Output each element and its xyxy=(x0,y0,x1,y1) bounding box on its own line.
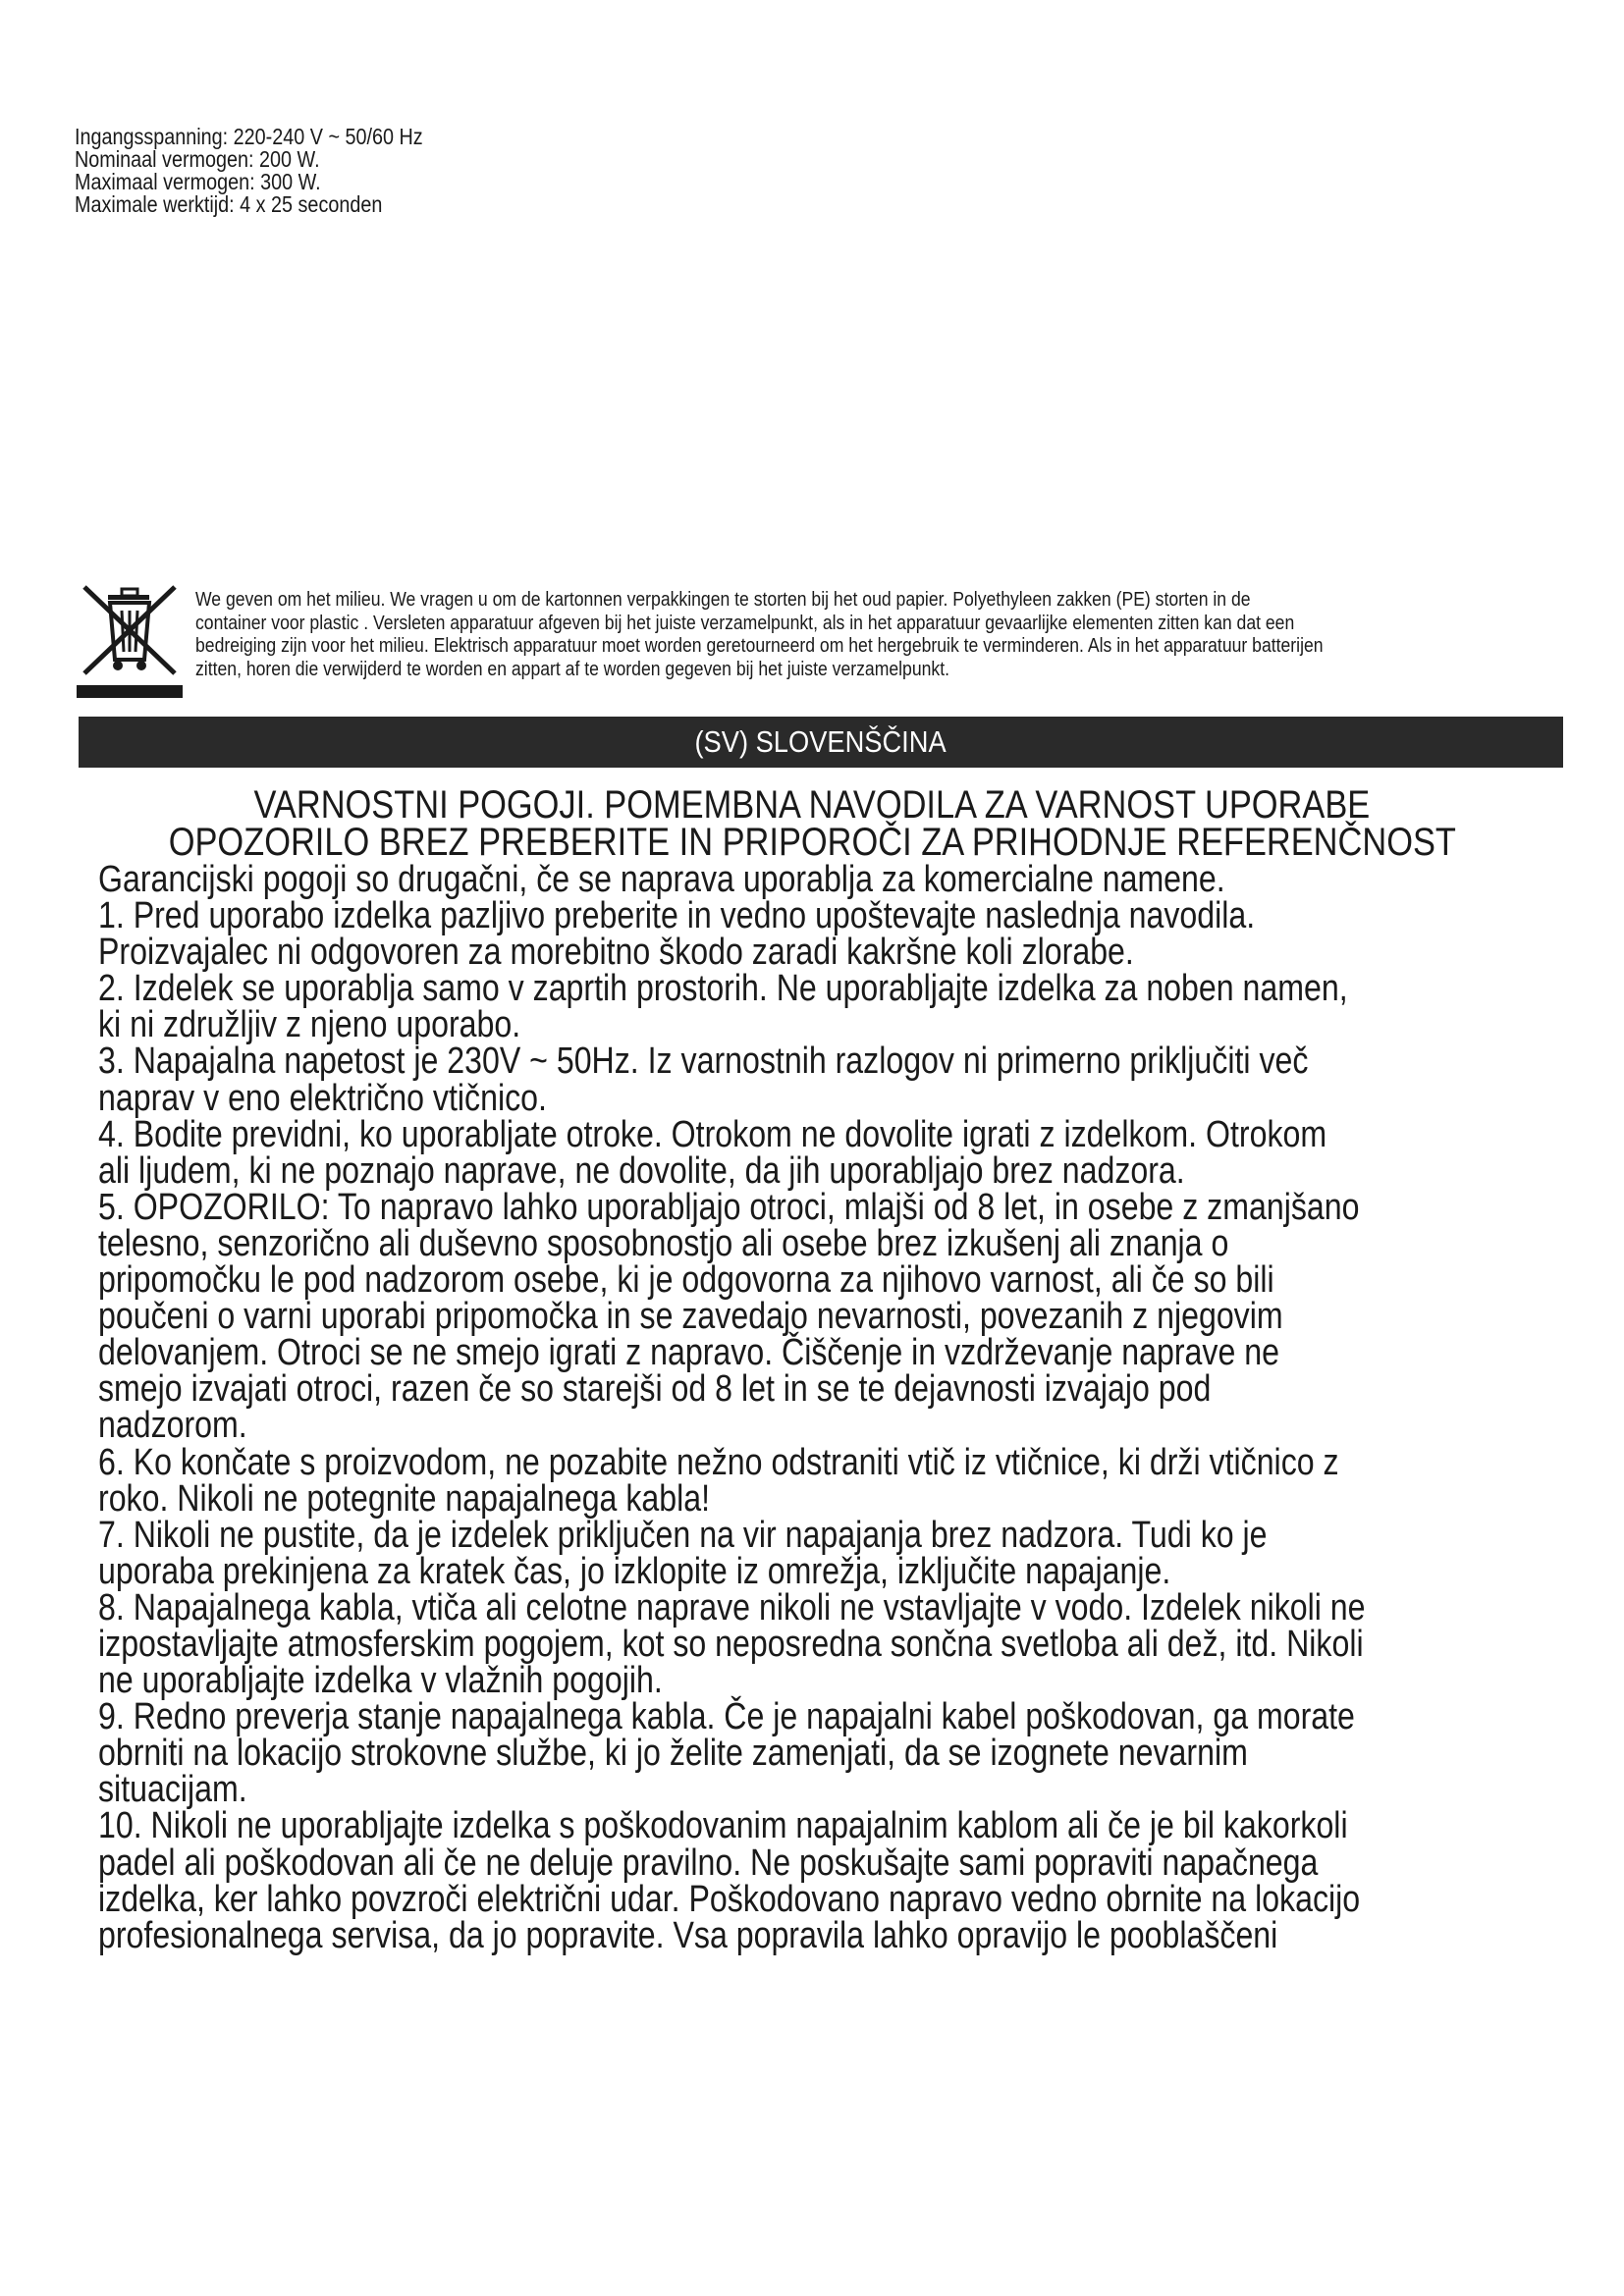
body-line: ali ljudem, ki ne poznajo naprave, ne dovolite, da jih uporabljajo brez nadzora. xyxy=(98,1149,1185,1192)
notice-line: zitten, horen die verwijderd te worden en appart af te worden gegeven bij het juiste verzamelpunkt. xyxy=(195,658,950,680)
spec-line: Ingangsspanning: 220-240 V ~ 50/60 Hz xyxy=(75,124,423,149)
spec-line: Nominaal vermogen: 200 W. xyxy=(75,146,320,172)
body-line: 2. Izdelek se uporablja samo v zaprtih prostorih. Ne uporabljajte izdelka za noben namen, xyxy=(98,968,1348,1010)
body-line: izdelka, ker lahko povzroči električni udar. Poškodovano napravo vedno obrnite na lokacijo xyxy=(98,1878,1361,1920)
body-line: situacijam. xyxy=(98,1769,247,1811)
body-line: 10. Nikoli ne uporabljajte izdelka s poškodovanim napajalnim kablom ali če je bil kakorkoli xyxy=(98,1805,1348,1847)
heading-text: VARNOSTNI POGOJI. POMEMBNA NAVODILA ZA VARNOST UPORABE xyxy=(253,783,1371,827)
notice-line: We geven om het milieu. We vragen u om de kartonnen verpakkingen te storten bij het oud papier. Polyethyleen zakken (PE) storten in de xyxy=(195,589,1251,611)
body-line: 7. Nikoli ne pustite, da je izdelek priključen na vir napajanja brez nadzora. Tudi ko je xyxy=(98,1514,1268,1556)
section-title: (SV) SLOVENŠČINA xyxy=(694,724,947,759)
notice-line: container voor plastic . Versleten apparatuur afgeven bij het juiste verzamelpunkt, als in het apparatuur gevaarlijke elementen zitten kan dat een xyxy=(195,612,1295,634)
spec-line: Maximale werktijd: 4 x 25 seconden xyxy=(75,191,383,217)
warning-heading xyxy=(0,823,1624,862)
body-line: roko. Nikoli ne potegnite napajalnega kabla! xyxy=(98,1477,711,1520)
heading-text: OPOZORILO BREZ PREBERITE IN PRIPOROČI ZA PRIHODNJE REFERENČNOST xyxy=(168,821,1456,864)
body-line: pripomočku le pod nadzorom osebe, ki je odgovorna za njihovo varnost, ali če so bili xyxy=(98,1259,1274,1302)
body-line: 6. Ko končate s proizvodom, ne pozabite nežno odstraniti vtič iz vtičnice, ki drži vtičnico z xyxy=(98,1441,1339,1483)
body-line: 9. Redno preverja stanje napajalnega kabla. Če je napajalni kabel poškodovan, ga morate xyxy=(98,1696,1355,1738)
body-line: naprav v eno električno vtičnico. xyxy=(98,1077,547,1119)
body-line: 4. Bodite previdni, ko uporabljate otroke. Otrokom ne dovolite igrati z izdelkom. Otrokom xyxy=(98,1113,1327,1155)
body-line: delovanjem. Otroci se ne smejo igrati z napravo. Čiščenje in vzdrževanje naprave ne xyxy=(98,1332,1279,1374)
weee-crossed-bin-icon xyxy=(77,583,183,699)
body-line: nadzorom. xyxy=(98,1405,247,1447)
technical-specifications xyxy=(75,126,423,216)
body-line: 8. Napajalnega kabla, vtiča ali celotne naprave nikoli ne vstavljajte v vodo. Izdelek nikoli ne xyxy=(98,1586,1366,1629)
body-line: Proizvajalec ni odgovoren za morebitno škodo zaradi kakršne koli zlorabe. xyxy=(98,932,1134,974)
body-line: 5. OPOZORILO: To napravo lahko uporabljajo otroci, mlajši od 8 let, in osebe z zmanjšano xyxy=(98,1186,1360,1228)
body-line: telesno, senzorično ali duševno sposobnostjo ali osebe brez izkušenj ali znanja o xyxy=(98,1222,1229,1264)
body-line: 3. Napajalna napetost je 230V ~ 50Hz. Iz varnostnih razlogov ni primerno priključiti več xyxy=(98,1041,1309,1083)
body-line: Garancijski pogoji so drugačni, če se naprava uporablja za komercialne namene. xyxy=(98,859,1225,900)
body-line: ne uporabljajte izdelka v vlažnih pogojih. xyxy=(98,1660,663,1702)
body-line: poučeni o varni uporabi pripomočka in se zavedajo nevarnosti, povezanih z njegovim xyxy=(98,1296,1283,1338)
language-section-header xyxy=(79,717,1563,768)
body-line: izpostavljajte atmosferskim pogojem, kot so neposredna sončna svetloba ali dež, itd. Nikoli xyxy=(98,1623,1364,1665)
body-line: padel ali poškodovan ali če ne deluje pravilno. Ne poskušajte sami popraviti napačnega xyxy=(98,1842,1319,1884)
body-line: ki ni združljiv z njeno uporabo. xyxy=(98,1004,521,1046)
safety-heading xyxy=(0,785,1624,825)
body-line: profesionalnega servisa, da jo popravite. Vsa popravila lahko opravijo le pooblaščeni xyxy=(98,1914,1278,1956)
body-line: smejo izvajati otroci, razen če so starejši od 8 let in se te dejavnosti izvajajo pod xyxy=(98,1368,1212,1411)
environment-notice xyxy=(77,583,1555,699)
safety-instructions xyxy=(98,859,1366,1956)
body-line: obrniti na lokacijo strokovne službe, ki jo želite zamenjati, da se izognete nevarnim xyxy=(98,1733,1248,1775)
spec-line: Maximaal vermogen: 300 W. xyxy=(75,169,321,194)
body-line: uporaba prekinjena za kratek čas, jo izklopite iz omrežja, izključite napajanje. xyxy=(98,1550,1171,1592)
body-line: 1. Pred uporabo izdelka pazljivo preberite in vedno upoštevajte naslednja navodila. xyxy=(98,895,1256,937)
environment-notice-text xyxy=(195,589,1509,681)
notice-line: bedreiging zijn voor het milieu. Elektrisch apparatuur moet worden geretourneerd om het hergebruik te verminderen. Als in het apparatuur batterijen xyxy=(195,635,1324,657)
